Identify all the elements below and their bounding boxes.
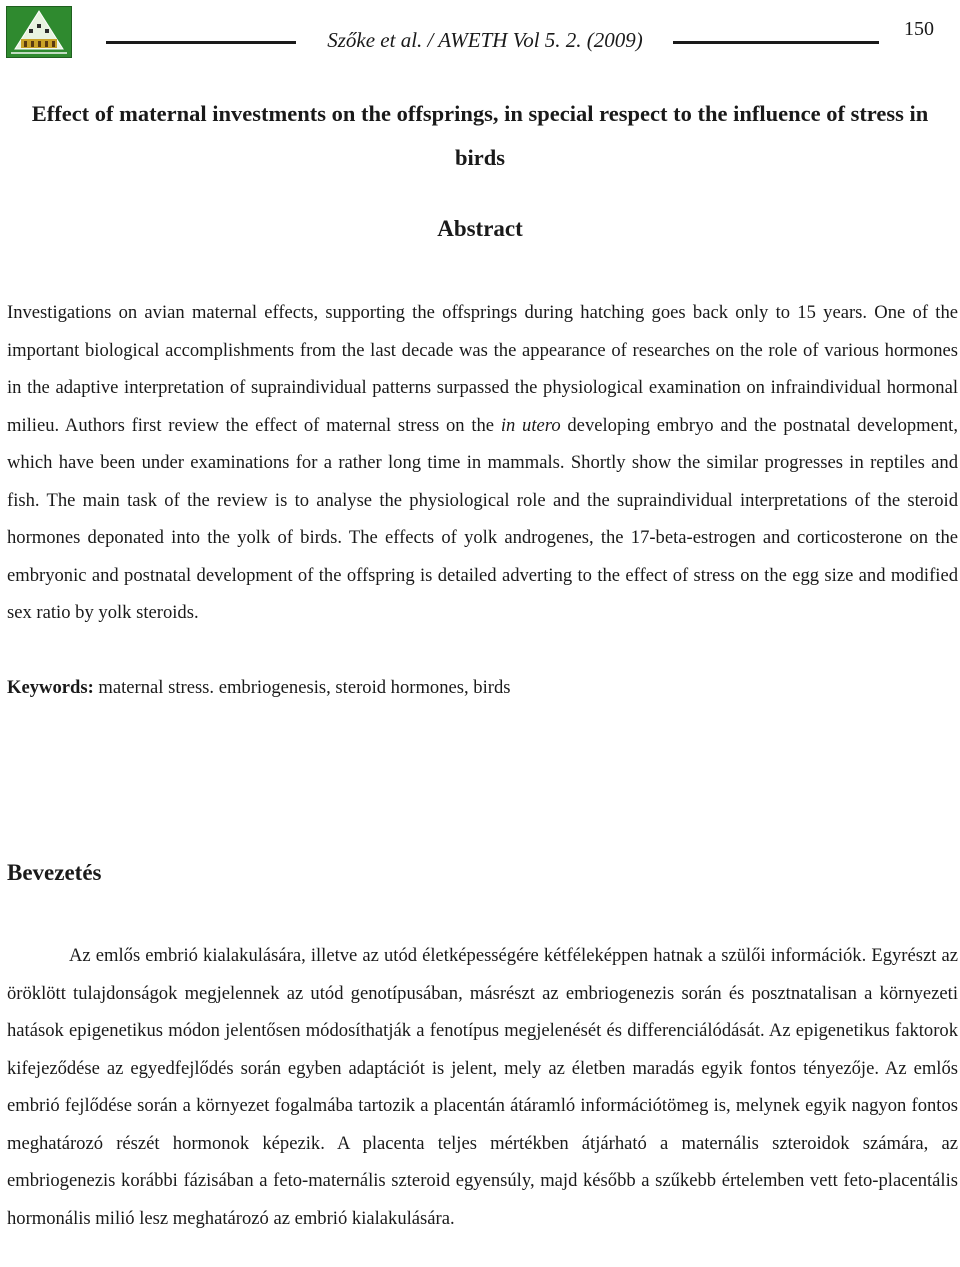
abstract-text (7, 294, 958, 632)
keywords-label: Keywords: (7, 677, 94, 698)
header-rule-right (673, 41, 879, 44)
journal-logo-icon (6, 6, 72, 58)
keywords (7, 669, 958, 707)
abstract-italic-term: in utero (500, 414, 561, 436)
intro-text: Az emlős embrió kialakulására, illetve az utód életképességére kétféleképpen hatnak a szülői információk. Egyrészt az öröklött tulajdonságok megjelennek az utód genotípusában, másrészt az embriogenezis során és posztnatalisan a környezeti hatások epigenetikus módon jelentősen módosíthatják a fenotípus megjelenését és differenciálódását. Az epigenetikus faktorok kifejeződése az egyedfejlődés során egyben adaptációt is jelent, mely az életben maradás egyik fontos tényezője. Az emlős embrió fejlődése során a környezet fogalmába tartozik a placentán átáramló információtömeg is, melynek egyik nagyon fontos meghatározó részét hormonok képezik. A placenta teljes mértékben átjárható a maternális szteroidok számára, az embriogenezis korábbi fázisában a feto-maternális szteroid egyensúly, majd később a szűkebb értelemben vett feto-placentális hormonális milió lesz meghatározó az embrió kialakulására. (7, 945, 958, 1229)
journal-citation: Szőke et al. / AWETH Vol 5. 2. (2009) (327, 28, 643, 52)
page-number: 150 (904, 18, 934, 40)
article-title: Effect of maternal investments on the offsprings, in special respect to the influence of stress in birds (31, 101, 929, 170)
header-rule-left (106, 41, 296, 44)
keywords-text: maternal stress. embriogenesis, steroid hormones, birds (93, 677, 511, 698)
abstract-text-part2: developing embryo and the postnatal development, which have been under examinations for a rather long time in mammals. Shortly show the similar progresses in reptiles and fish. The main task of the review is to analyse the physiological role and the supraindividual interpretations of the steroid hormones deponated into the yolk of birds. The effects of yolk androgenes, the 17-beta-estrogen and corticosterone on the embryonic and postnatal development of the offspring is detailed adverting to the effect of stress on the egg size and modified sex ratio by yolk steroids. (7, 414, 958, 623)
abstract-heading: Abstract (437, 216, 523, 241)
page-header (0, 0, 960, 70)
abstract-text-part1: Investigations on avian maternal effects, supporting the offsprings during hatching goes back only to 15 years. One of the important biological accomplishments from the last decade was the appearance of researches on the role of various hormones in the adaptive interpretation of supraindividual patterns surpassed the physiological examination on infraindividual hormonal milieu. Authors first review the effect of maternal stress on the (7, 302, 958, 436)
intro-heading: Bevezetés (7, 860, 102, 885)
logo-graphic (7, 7, 71, 57)
